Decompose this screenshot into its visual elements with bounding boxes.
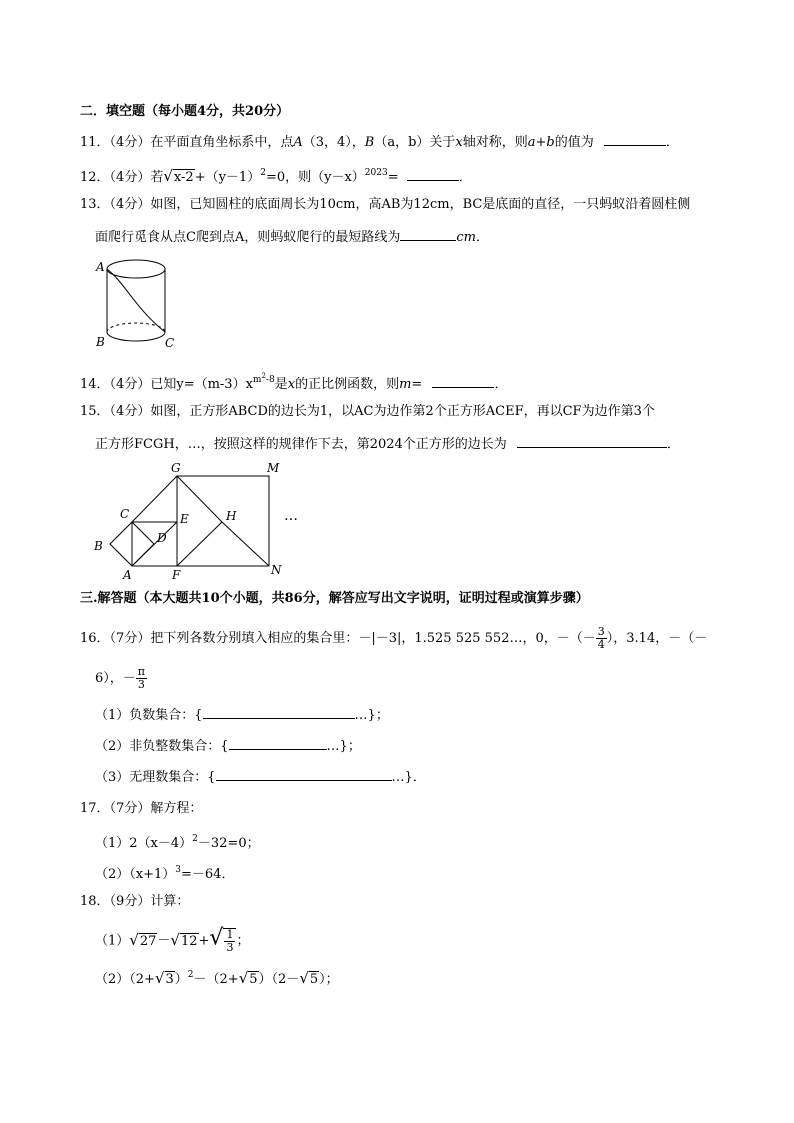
q15-label-c: C bbox=[120, 507, 130, 521]
q18-r2: 12 bbox=[180, 933, 198, 949]
q17-p2-b: =－64． bbox=[181, 867, 235, 882]
q14-func: y=（m-3）x bbox=[176, 377, 253, 392]
q13-line2: 面爬行觅食从点C爬到点A，则蚂蚁爬行的最短路线为 bbox=[95, 230, 401, 245]
q16-pi-frac bbox=[136, 666, 147, 691]
q18-p1-lead: （1） bbox=[95, 933, 130, 949]
q18-sqrt-5b: √5 bbox=[299, 969, 319, 987]
q18-part-1 bbox=[95, 925, 250, 954]
question-16-line2 bbox=[95, 666, 147, 691]
q16-pi-sign: － bbox=[122, 671, 136, 686]
q12-mid: +（y－1） bbox=[194, 170, 261, 185]
q18-f-num: 1 bbox=[226, 928, 234, 941]
q13-number: 13．（4分） bbox=[80, 197, 151, 212]
q12-answer-blank[interactable] bbox=[407, 168, 459, 181]
q14-exp-8: -8 bbox=[265, 375, 275, 385]
q16-set-irrational bbox=[95, 768, 426, 787]
q18-sqrt-5a: √5 bbox=[238, 969, 258, 987]
q18-title: 计算： bbox=[150, 894, 190, 909]
q18-p2-mid3: ）（2－ bbox=[258, 972, 300, 987]
q11-text-c: 的值为 bbox=[554, 135, 594, 150]
question-17 bbox=[80, 800, 202, 818]
q17-title: 解方程： bbox=[150, 801, 203, 816]
q12-sqrt: √x-2 bbox=[163, 167, 194, 185]
q14-number: 14．（4分） bbox=[80, 377, 151, 392]
q15-label-g: G bbox=[171, 461, 181, 475]
q18-r1: 27 bbox=[139, 933, 157, 949]
q14-x: x bbox=[287, 377, 296, 392]
q15-squares-figure bbox=[88, 458, 318, 583]
q15-label-d: D bbox=[157, 531, 167, 545]
question-18 bbox=[80, 893, 189, 911]
q17-part-2 bbox=[95, 861, 234, 884]
question-15-line1 bbox=[80, 403, 655, 421]
q16-set-1-end: …}； bbox=[354, 708, 389, 723]
q17-p1-exp: 2 bbox=[192, 834, 198, 844]
q16-set-nonneg-int bbox=[95, 737, 361, 756]
q15-ellipsis: … bbox=[284, 508, 298, 524]
q13-cylinder-figure bbox=[90, 253, 180, 353]
q14-answer-blank[interactable] bbox=[432, 375, 494, 388]
question-13-line1 bbox=[80, 196, 690, 214]
q16-neg-frac-end: ），3.14，－（－ bbox=[606, 631, 708, 646]
question-11 bbox=[80, 133, 679, 152]
q16-set-2-end: …}； bbox=[326, 739, 361, 754]
q12-lead: 若 bbox=[150, 170, 164, 185]
q18-p1-end: ； bbox=[236, 933, 250, 949]
q11-point-b: B bbox=[364, 135, 375, 150]
q13-label-b: B bbox=[96, 335, 105, 349]
q16-pi-num: π bbox=[137, 665, 146, 678]
q17-part-1 bbox=[95, 830, 260, 853]
q11-x: x bbox=[455, 135, 463, 150]
q18-sqrt-frac: √ $\frac{1}{3}$ bbox=[209, 928, 236, 954]
q11-text-a: 在平面直角坐标系中，点 bbox=[150, 135, 294, 150]
q12-number: 12．（4分） bbox=[80, 170, 151, 185]
q14-exp-m: m bbox=[252, 375, 262, 385]
q14-text: 是 bbox=[274, 377, 288, 392]
q15-label-h: H bbox=[226, 509, 237, 523]
q15-line2: 正方形FCGH，…，按照这样的规律作下去，第2024个正方形的边长为 bbox=[95, 437, 507, 452]
q15-line1: 如图，正方形ABCD的边长为1，以AC为边作第2个正方形ACEF，再以CF为边作第3个 bbox=[150, 404, 655, 419]
q15-number: 15．（4分） bbox=[80, 404, 151, 419]
question-13-line2 bbox=[95, 228, 489, 247]
q17-number: 17．（7分） bbox=[80, 801, 151, 816]
q18-minus: － bbox=[157, 933, 171, 949]
q15-label-m: M bbox=[267, 461, 280, 475]
q12-eq: = bbox=[387, 170, 399, 185]
q12-end: ． bbox=[458, 170, 472, 185]
question-14 bbox=[80, 367, 507, 394]
q18-number: 18．（9分） bbox=[80, 894, 151, 909]
q16-set-2-label: （2）非负整数集合：{ bbox=[95, 739, 229, 754]
q13-unit: cm bbox=[456, 230, 476, 245]
q16-frac-num: 3 bbox=[597, 625, 605, 638]
q11-coords-a: （3，4）， bbox=[302, 135, 365, 150]
q17-p2-exp: 3 bbox=[175, 865, 182, 875]
q16-frac-den: 4 bbox=[597, 638, 605, 651]
q14-text2: 的正比例函数，则 bbox=[295, 377, 400, 392]
q11-point-a: A bbox=[293, 135, 303, 150]
q16-pi-den: 3 bbox=[137, 678, 145, 691]
q11-answer-blank[interactable] bbox=[604, 133, 666, 146]
q14-exp bbox=[252, 372, 275, 385]
q18-p2-exp: 2 bbox=[187, 970, 194, 980]
q16-neg-frac-lead: －（－ bbox=[556, 631, 596, 646]
q14-m: m bbox=[399, 377, 412, 392]
q16-set-3-end: …}． bbox=[391, 770, 426, 785]
q15-end: ． bbox=[666, 437, 680, 452]
q16-line2: 6）， bbox=[95, 671, 123, 686]
q11-number: 11．（4分） bbox=[80, 135, 151, 150]
section-3-title: 三.解答题（本大题共10个小题，共86分，解答应写出文字说明，证明过程或演算步骤） bbox=[80, 591, 589, 606]
section-2-title: 二．填空题（每小题4分，共20分） bbox=[80, 104, 290, 119]
q18-part-2 bbox=[95, 966, 339, 989]
q12-exp1: 2 bbox=[260, 168, 266, 178]
q16-text: 把下列各数分别填入相应的集合里：－|－3|，1.525 525 552…，0， bbox=[150, 631, 557, 646]
q15-label-f: F bbox=[172, 568, 181, 582]
q15-label-e: E bbox=[180, 512, 189, 526]
q16-set-3-blank[interactable] bbox=[216, 768, 392, 781]
q13-label-a: A bbox=[96, 260, 105, 274]
q18-sqrt-3: √3 bbox=[154, 969, 174, 987]
q16-set-1-label: （1）负数集合：{ bbox=[95, 708, 203, 723]
q17-p1-b: －32=0； bbox=[197, 836, 260, 851]
q15-label-n: N bbox=[271, 563, 282, 577]
q15-answer-blank[interactable] bbox=[517, 435, 667, 448]
q18-p2-mid2: －（2+ bbox=[193, 972, 239, 987]
q15-label-a: A bbox=[123, 568, 132, 582]
q18-sqrt-12: √12 bbox=[170, 930, 198, 949]
q13-answer-blank[interactable] bbox=[400, 228, 456, 241]
q11-end: ． bbox=[665, 135, 679, 150]
q15-label-b: B bbox=[94, 539, 103, 553]
q12-mid2: =0，则（y－x） bbox=[265, 170, 365, 185]
q13-end: ． bbox=[475, 230, 489, 245]
question-12 bbox=[80, 164, 472, 187]
q11-text-b: 轴对称，则 bbox=[462, 135, 528, 150]
question-16-line1 bbox=[80, 626, 707, 651]
q17-p2-a: （2）（x+1） bbox=[95, 867, 176, 882]
q16-frac bbox=[596, 626, 607, 651]
q11-coords-b: （a，b）关于 bbox=[374, 135, 456, 150]
q14-end: ． bbox=[494, 377, 508, 392]
q14-lead: 已知 bbox=[150, 377, 177, 392]
q12-radicand: x-2 bbox=[173, 170, 194, 185]
q16-set-1-blank[interactable] bbox=[203, 706, 355, 719]
q18-f-den: 3 bbox=[226, 941, 234, 954]
q18-r4: 5 bbox=[249, 972, 258, 987]
q12-exp2: 2023 bbox=[364, 168, 388, 178]
q18-sqrt-27: √27 bbox=[129, 930, 157, 949]
q16-set-2-blank[interactable] bbox=[229, 737, 327, 750]
q16-number: 16．（7分） bbox=[80, 631, 151, 646]
q18-p2-end: ）； bbox=[319, 972, 339, 987]
q16-set-3-label: （3）无理数集合：{ bbox=[95, 770, 216, 785]
q11-expr: a+b bbox=[527, 135, 555, 150]
q13-line1: 如图，已知圆柱的底面周长为10cm，高AB为12cm，BC是底面的直径，一只蚂蚁沿着圆柱侧 bbox=[150, 197, 691, 212]
q14-exp-2: 2 bbox=[261, 372, 266, 380]
q16-set-negative bbox=[95, 706, 389, 725]
q18-p2-lead: （2）（2+ bbox=[95, 972, 155, 987]
q13-label-c: C bbox=[165, 336, 175, 350]
question-15-line2 bbox=[95, 435, 680, 454]
q18-r5: 5 bbox=[309, 972, 319, 987]
q14-eq: = bbox=[411, 377, 423, 392]
q18-p2-mid: ） bbox=[174, 972, 188, 987]
q18-plus: + bbox=[198, 933, 210, 949]
q18-r3: 3 bbox=[165, 972, 174, 987]
q17-p1-a: （1）2（x－4） bbox=[95, 836, 193, 851]
